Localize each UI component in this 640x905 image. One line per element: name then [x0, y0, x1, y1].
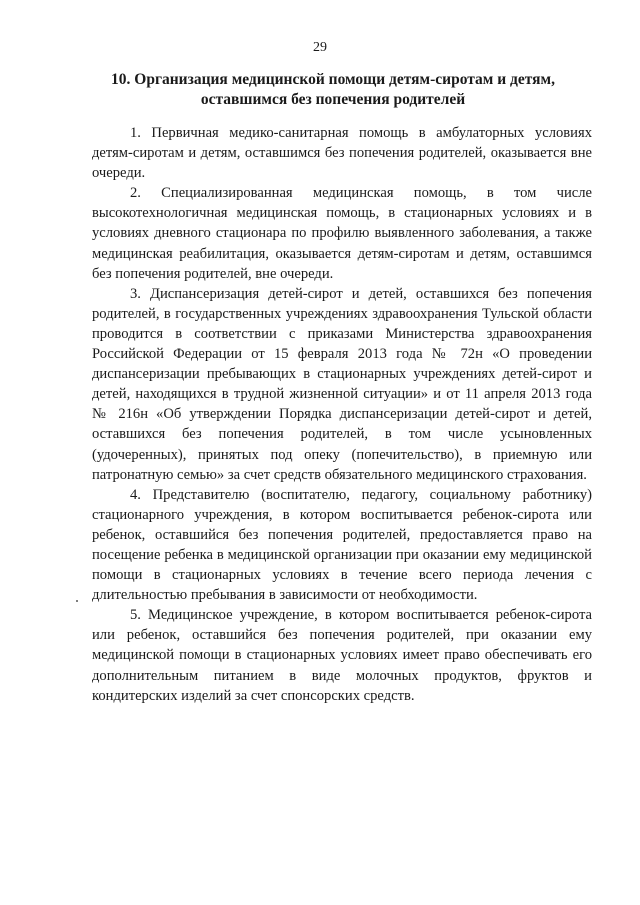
- paragraph-3: 3. Диспансеризация детей-сирот и детей, оставшихся без попечения родителей, в государственных учреждениях здравоохранения Тульской области проводится в соответствии с приказами Министерства здравоохранения Российской Федерации от 15 февраля 2013 года № 72н «О проведении диспансеризации пребывающих в стационарных учреждениях детей-сирот и детей, находящихся в трудной жизненной ситуации» и от 11 апреля 2013 года № 216н «Об утверждении Порядка диспансеризации детей-сирот и детей, оставшихся без попечения родителей, в том числе усыновленных (удочеренных), принятых под опеку (попечительство), в приемную или патронатную семью» за счет средств обязательного медицинского страхования.: [92, 285, 592, 483]
- section-heading: [110, 70, 556, 110]
- section-heading-line-2: оставшимся без попечения родителей: [200, 91, 466, 108]
- paragraph-1: 1. Первичная медико-санитарная помощь в амбулаторных условиях детям-сиротам и детям, оставшимся без попечения родителей, оказывается вне очереди.: [92, 125, 592, 182]
- scan-speck: [76, 600, 78, 602]
- paragraph-5: 5. Медицинское учреждение, в котором воспитывается ребенок-сирота или ребенок, оставшийся без попечения родителей, при оказании ему медицинской помощи в стационарных условиях имеет право обеспечивать его дополнительным питанием в виде молочных продуктов, фруктов и кондитерских изделий за счет спонсорских средств.: [92, 607, 592, 704]
- section-heading-line-1: 10. Организация медицинской помощи детям-сиротам и детям,: [111, 71, 555, 88]
- section-body: [92, 123, 592, 706]
- paragraph-2: 2. Специализированная медицинская помощь, в том числе высокотехнологичная медицинская помощь, в стационарных условиях и в условиях дневного стационара по профилю выявленного заболевания, а также медицинская реабилитация, оказывается детям-сиротам и детям, оставшимся без попечения родителей, вне очереди.: [92, 185, 592, 282]
- paragraph-4: 4. Представителю (воспитателю, педагогу, социальному работнику) стационарного учреждения, в котором воспитывается ребенок-сирота или ребенок, оставшийся без попечения родителей, предоставляется право на посещение ребенка в медицинской организации при оказании ему медицинской помощи в стационарных условиях в течение всего периода лечения с длительностью пребывания в зависимости от необходимости.: [92, 486, 592, 604]
- page-number: 29: [313, 40, 327, 55]
